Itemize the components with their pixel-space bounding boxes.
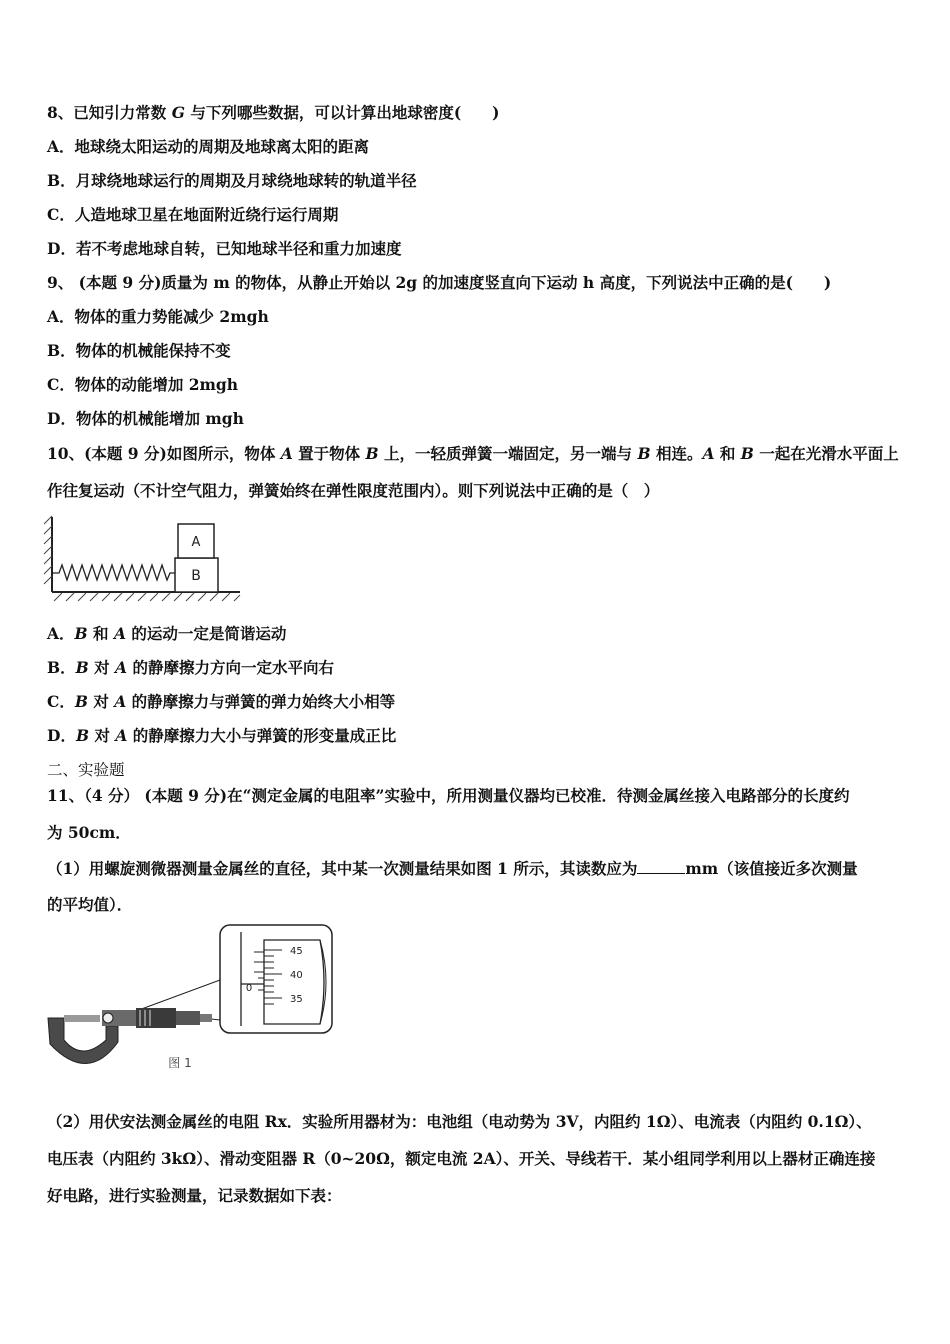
scale-label-35: 35 — [290, 994, 303, 1005]
spring — [52, 565, 175, 580]
q10-option-c: C．B 对 A 的静摩擦力与弹簧的弹力始终大小相等 — [47, 692, 396, 711]
q8-stem: 8、已知引力常数 G 与下列哪些数据，可以计算出地球密度( ) — [47, 103, 500, 122]
q11-part1-line1: （1）用螺旋测微器测量金属丝的直径，其中某一次测量结果如图 1 所示，其读数应为 mm（该值接近多次测量 — [47, 859, 858, 878]
q8-option-a: A．地球绕太阳运动的周期及地球离太阳的距离 — [47, 137, 370, 156]
q11-part2-line2: 电压表（内阻约 3kΩ）、滑动变阻器 R（0~20Ω，额定电流 2A）、开关、导线若干．某小组同学利用以上器材正确连接 — [47, 1149, 876, 1168]
q11-part1-line2: 的平均值）． — [47, 895, 133, 914]
section-title: 二、实验题 — [47, 761, 125, 779]
q9-option-c: C．物体的动能增加 2mgh — [47, 375, 239, 394]
scale-label-40: 40 — [290, 970, 303, 981]
q11-part2-line3: 好电路，进行实验测量，记录数据如下表： — [47, 1186, 342, 1205]
block-b-label: B — [191, 568, 201, 584]
q11-part2-line1: （2）用伏安法测金属丝的电阻 Rx．实验所用器材为：电池组（电动势为 3V，内阻约 1Ω）、电流表（内阻约 0.1Ω）、 — [47, 1112, 872, 1131]
q8-option-d: D．若不考虑地球自转，已知地球半径和重力加速度 — [47, 239, 402, 258]
q9-stem: 9、 (本题 9 分)质量为 m 的物体，从静止开始以 2g 的加速度竖直向下运动 h 高度，下列说法中正确的是( ) — [47, 273, 832, 292]
q8-option-b: B．月球绕地球运行的周期及月球绕地球转的轨道半径 — [47, 171, 417, 190]
q10-option-d: D．B 对 A 的静摩擦力大小与弹簧的形变量成正比 — [47, 726, 397, 745]
q10-option-a: A．B 和 A 的运动一定是简谐运动 — [47, 624, 287, 643]
q10-stem-line1: 10、(本题 9 分)如图所示，物体 A 置于物体 B 上，一轻质弹簧一端固定，另一端与 B 相连。A 和 B 一起在光滑水平面上 — [47, 444, 899, 463]
scale-label-0: 0 — [245, 983, 253, 994]
q9-option-d: D．物体的机械能增加 mgh — [47, 409, 244, 428]
q9-option-b: B．物体的机械能保持不变 — [47, 341, 231, 360]
answer-blank — [637, 858, 685, 874]
spring-block-figure — [40, 512, 245, 604]
scale-label-45: 45 — [290, 946, 303, 957]
q9-option-a: A．物体的重力势能减少 2mgh — [47, 307, 269, 326]
micrometer-figure — [42, 922, 338, 1082]
q10-stem-line2: 作往复运动（不计空气阻力，弹簧始终在弹性限度范围内）。则下列说法中正确的是（ ） — [47, 481, 660, 500]
q8-option-c: C．人造地球卫星在地面附近绕行运行周期 — [47, 205, 339, 224]
q10-option-b: B．B 对 A 的静摩擦力方向一定水平向右 — [47, 658, 334, 677]
q11-stem-line1: 11、（4 分） (本题 9 分)在“测定金属的电阻率”实验中，所用测量仪器均已校准．待测金属丝接入电路部分的长度约 — [47, 786, 850, 805]
figure-caption: 图 1 — [168, 1056, 192, 1070]
q11-stem-line2: 为 50cm． — [47, 823, 131, 842]
block-a-label: A — [191, 535, 201, 550]
